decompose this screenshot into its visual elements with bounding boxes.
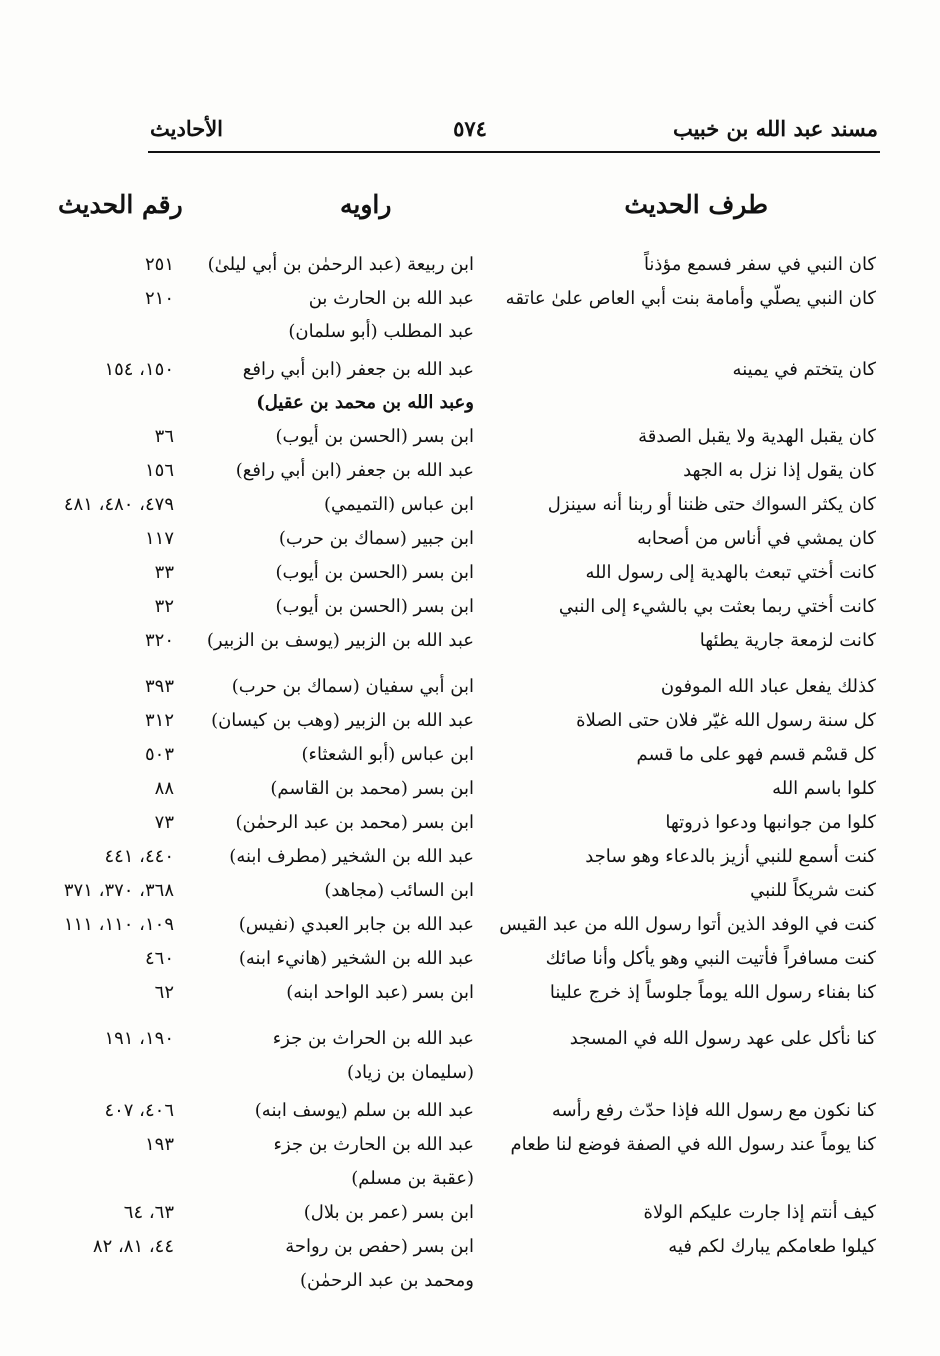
hadith-cell: كانت لزمعة جارية يطئها [699,630,876,651]
number-cell: ١٩٠، ١٩١ [104,1028,174,1049]
narrator-cell: ابن ربيعة (عبد الرحمٰن بن أبي ليلىٰ) [207,254,474,275]
number-cell: ٤٤٠، ٤٤١ [104,846,174,867]
number-cell: ٤٧٩، ٤٨٠، ٤٨١ [63,494,174,515]
hadith-cell: كنا نكون مع رسول الله فإذا حدّث رفع رأسه [551,1100,876,1121]
number-cell: ٢١٠ [144,288,174,309]
narrator-cell: عبد الله بن الزبير (يوسف بن الزبير) [206,630,474,651]
hadith-cell: كان يتختم في يمينه [732,359,876,380]
narrator-cell: عبد الله بن الحارث بن [308,288,474,309]
hadith-cell: كنت أسمع للنبي أزيز بالدعاء وهو ساجد [585,846,876,867]
narrator-cell: عبد الله بن الشخير (مطرف ابنه) [229,846,474,867]
hadith-cell: كان النبي في سفر فسمع مؤذناً [643,254,876,275]
hadith-cell: كان يمشي في أناس من أصحابه [637,528,876,549]
narrator-cell: ابن بسر (حفص بن رواحة [285,1236,474,1257]
hadith-cell: كيلوا طعامكم يبارك لكم فيه [668,1236,876,1257]
hadith-cell: كنا نأكل على عهد رسول الله في المسجد [569,1028,876,1049]
number-cell: ٥٠٣ [144,744,174,765]
number-cell: ٦٢ [154,982,174,1003]
hadith-cell: كلوا من جوانبها ودعوا ذروتها [665,812,876,833]
number-cell: ٧٣ [154,812,174,833]
hadith-cell: كذلك يفعل عباد الله الموفون [660,676,876,697]
page-number: ٥٧٤ [453,116,487,141]
narrator-cell: ابن أبي سفيان (سماك بن حرب) [231,676,474,697]
narrator-cell: عبد الله بن الحارث بن جزء [273,1134,474,1155]
hadith-cell: كنا يوماً عند رسول الله في الصفة فوضع لنا طعام [510,1134,876,1155]
hadith-cell: كان يكثر السواك حتى ظننا أو ربنا أنه سينزل [547,494,876,515]
number-cell: ٣٣ [154,562,174,583]
narrator-cell: ابن بسر (عمر بن بلال) [303,1202,474,1223]
number-cell: ٣٢٠ [144,630,174,651]
number-cell: ٤٠٦، ٤٠٧ [104,1100,174,1121]
hadith-cell: كان يقبل الهدية ولا يقبل الصدقة [638,426,876,447]
narrator-cell: ابن بسر (الحسن بن أيوب) [275,562,474,583]
narrator-cell: (سليمان بن زياد) [347,1062,474,1083]
narrator-cell: ابن بسر (محمد بن القاسم) [270,778,474,799]
hadith-cell: كلوا باسم الله [772,778,876,799]
hadith-cell: كان النبي يصلّي وأمامة بنت أبي العاص علىٰ عاتقه [505,288,876,309]
number-cell: ٢٥١ [144,254,174,275]
number-cell: ٦٣، ٦٤ [123,1202,174,1223]
narrator-cell: عبد الله بن جعفر (ابن أبي رافع [242,359,474,380]
hadith-cell: كانت أختي تبعث بالهدية إلى رسول الله [585,562,876,583]
narrator-cell: عبد المطلب (أبو سلمان) [288,321,474,342]
narrator-cell: عبد الله بن جعفر (ابن أبي رافع) [235,460,474,481]
narrator-cell: ابن عباس (أبو الشعثاء) [301,744,474,765]
narrator-cell: ابن بسر (محمد بن عبد الرحمٰن) [235,812,474,833]
hadith-cell: كيف أنتم إذا جارت عليكم الولاة [643,1202,876,1223]
narrator-cell: ابن بسر (عبد الواحد ابنه) [286,982,474,1003]
narrator-cell: ابن بسر (الحسن بن أيوب) [275,596,474,617]
narrator-cell: ابن جبير (سماك بن حرب) [278,528,474,549]
hadith-cell: كان يقول إذا نزل به الجهد [683,460,876,481]
hadith-cell: كنت مسافراً فأتيت النبي وهو يأكل وأنا صائك [545,948,876,969]
number-cell: ٤٤، ٨١، ٨٢ [92,1236,174,1257]
hadith-cell: كانت أختي ربما بعثت بي بالشيء إلى النبي [558,596,876,617]
hadith-cell: كل قسْم قسم فهو على ما قسم [636,744,876,765]
hadith-cell: كل سنة رسول الله غيّر فلان حتى الصلاة [576,710,876,731]
narrator-cell: (عقبة بن مسلم) [351,1168,474,1189]
number-cell: ١٥٠، ١٥٤ [104,359,174,380]
column-header-number: رقم الحديث [58,190,183,219]
narrator-cell: ابن بسر (الحسن بن أيوب) [275,426,474,447]
number-cell: ١٩٣ [144,1134,174,1155]
narrator-cell: وعبد الله بن محمد بن عقيل) [256,392,474,413]
narrator-cell: عبد الله بن جابر العبدي (نفيس) [238,914,474,935]
hadith-cell: كنت شريكاً للنبي [750,880,876,901]
hadith-cell: كنت في الوفد الذين أتوا رسول الله من عبد القيس [499,914,876,935]
number-cell: ٨٨ [154,778,174,799]
number-cell: ٣٢ [154,596,174,617]
narrator-cell: ابن عباس (التميمي) [324,494,474,515]
number-cell: ٣١٢ [144,710,174,731]
narrator-cell: عبد الله بن الزبير (وهب بن كيسان) [211,710,474,731]
narrator-cell: ومحمد بن عبد الرحمٰن) [300,1270,474,1291]
narrator-cell: عبد الله بن الشخير (هانيء ابنه) [238,948,474,969]
narrator-cell: ابن السائب (مجاهد) [324,880,474,901]
number-cell: ٤٦٠ [144,948,174,969]
number-cell: ٣٩٣ [144,676,174,697]
hadith-cell: كنا بفناء رسول الله يوماً جلوساً إذ خرج علينا [549,982,876,1003]
column-header-hadith: طرف الحديث [624,190,768,219]
narrator-cell: عبد الله بن سلم (يوسف ابنه) [254,1100,474,1121]
number-cell: ٣٦٨، ٣٧٠، ٣٧١ [63,880,174,901]
column-header-narrator: راويه [340,190,392,219]
narrator-cell: عبد الله بن الحراث بن جزء [272,1028,474,1049]
number-cell: ١١٧ [144,528,174,549]
number-cell: ١٠٩، ١١٠، ١١١ [63,914,174,935]
number-cell: ١٥٦ [144,460,174,481]
book-title: مسند عبد الله بن خبيب [672,116,878,141]
number-cell: ٣٦ [154,426,174,447]
section-title: الأحاديث [150,116,224,141]
